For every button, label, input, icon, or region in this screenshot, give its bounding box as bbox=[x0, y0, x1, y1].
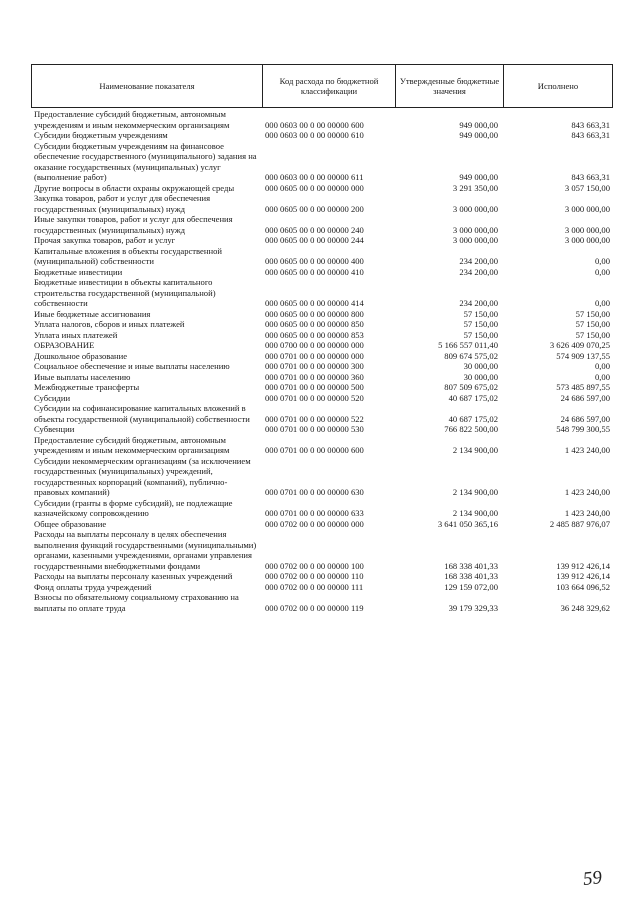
row-code-cell: 000 0701 00 0 00 00000 500 bbox=[265, 382, 364, 392]
row-executed-cell: 3 000 000,00 bbox=[564, 235, 610, 245]
row-code-cell: 000 0702 00 0 00 00000 000 bbox=[265, 518, 364, 529]
row-name-cell: Субсидии bbox=[34, 392, 71, 403]
row-executed-cell: 843 663,31 bbox=[571, 172, 610, 182]
row-approved-cell: 3 000 000,00 bbox=[452, 203, 498, 214]
row-name-cell: Уплата налогов, сборов и иных платежей bbox=[34, 319, 185, 329]
row-code-cell: 000 0603 00 0 00 00000 611 bbox=[265, 172, 364, 182]
table-row bbox=[31, 424, 612, 435]
row-name-cell: Другие вопросы в области охраны окружающей среды bbox=[34, 182, 235, 193]
row-executed-cell: 57 150,00 bbox=[575, 319, 610, 329]
row-code-cell: 000 0701 00 0 00 00000 000 bbox=[265, 350, 364, 361]
row-name-cell: Субсидии на софинансирование капитальных вложений в объекты государственной (муниципальной) собственности bbox=[34, 403, 250, 424]
row-approved-cell: 807 509 675,02 bbox=[444, 382, 498, 392]
row-name-cell: Предоставление субсидий бюджетным, автономным учреждениям и иным некоммерческим организациям bbox=[34, 109, 230, 130]
row-executed-cell: 24 686 597,00 bbox=[560, 392, 610, 403]
row-approved-cell: 3 000 000,00 bbox=[452, 224, 498, 235]
row-executed-cell: 0,00 bbox=[594, 266, 610, 277]
table-row bbox=[31, 592, 612, 613]
table-row bbox=[31, 330, 612, 341]
row-approved-cell: 766 822 500,00 bbox=[444, 424, 498, 434]
table-row bbox=[31, 498, 612, 519]
row-executed-cell: 139 912 426,14 bbox=[556, 571, 610, 581]
row-executed-cell: 1 423 240,00 bbox=[564, 508, 610, 518]
row-name-cell: Субсидии бюджетным учреждениям bbox=[34, 130, 168, 140]
table-header bbox=[31, 64, 613, 108]
row-code-cell: 000 0702 00 0 00 00000 119 bbox=[265, 602, 364, 613]
row-name-cell: Предоставление субсидий бюджетным, автономным учреждениям и иным некоммерческим организациям bbox=[34, 434, 230, 455]
row-approved-cell: 2 134 900,00 bbox=[452, 508, 498, 518]
row-name-cell: Уплата иных платежей bbox=[34, 329, 118, 340]
table-row bbox=[31, 277, 612, 309]
row-name-cell: Расходы на выплаты персоналу в целях обеспечения выполнения функций государственными (муниципальными) органами, казенными учреждениями, органами управления государственными внебюджетными фондами bbox=[34, 529, 257, 571]
row-executed-cell: 573 485 897,55 bbox=[556, 382, 610, 392]
row-executed-cell: 3 626 409 070,25 bbox=[549, 340, 610, 350]
row-code-cell: 000 0605 00 0 00 00000 414 bbox=[265, 298, 364, 308]
row-executed-cell: 1 423 240,00 bbox=[564, 445, 610, 455]
row-approved-cell: 234 200,00 bbox=[459, 266, 498, 277]
row-approved-cell: 949 000,00 bbox=[459, 119, 498, 130]
row-code-cell: 000 0605 00 0 00 00000 000 bbox=[265, 182, 364, 193]
row-code-cell: 000 0701 00 0 00 00000 300 bbox=[265, 361, 364, 371]
row-executed-cell: 57 150,00 bbox=[575, 329, 610, 340]
row-approved-cell: 168 338 401,33 bbox=[444, 560, 498, 571]
budget-table bbox=[31, 109, 612, 613]
row-code-cell: 000 0701 00 0 00 00000 600 bbox=[265, 445, 364, 455]
row-name-cell: Бюджетные инвестиции bbox=[34, 266, 123, 277]
row-executed-cell: 843 663,31 bbox=[571, 119, 610, 130]
row-code-cell: 000 0702 00 0 00 00000 111 bbox=[265, 581, 364, 592]
row-code-cell: 000 0605 00 0 00 00000 200 bbox=[265, 203, 364, 214]
row-executed-cell: 0,00 bbox=[594, 371, 610, 382]
row-code-cell: 000 0702 00 0 00 00000 100 bbox=[265, 560, 364, 571]
row-approved-cell: 234 200,00 bbox=[459, 298, 498, 308]
row-code-cell: 000 0605 00 0 00 00000 853 bbox=[265, 329, 364, 340]
page-number: 59 bbox=[581, 867, 603, 890]
row-approved-cell: 57 150,00 bbox=[463, 308, 498, 319]
row-name-cell: Дошкольное образование bbox=[34, 350, 128, 361]
row-name-cell: Субсидии некоммерческим организациям (за исключением государственных (муниципальных) учреждений, государственных корпораций (компаний), публично-правовых компаний) bbox=[34, 455, 251, 497]
row-code-cell: 000 0605 00 0 00 00000 400 bbox=[265, 256, 364, 266]
table-row bbox=[31, 193, 612, 214]
table-row bbox=[31, 382, 612, 393]
table-row bbox=[31, 435, 612, 456]
row-name-cell: Расходы на выплаты персоналу казенных учреждений bbox=[34, 571, 233, 581]
row-name-cell: Иные закупки товаров, работ и услуг для обеспечения государственных (муниципальных) нужд bbox=[34, 214, 233, 235]
row-code-cell: 000 0701 00 0 00 00000 633 bbox=[265, 508, 364, 518]
row-approved-cell: 57 150,00 bbox=[463, 329, 498, 340]
row-approved-cell: 40 687 175,02 bbox=[448, 392, 498, 403]
row-code-cell: 000 0605 00 0 00 00000 240 bbox=[265, 224, 364, 235]
table-row bbox=[31, 235, 612, 246]
row-name-cell: Капитальные вложения в объекты государственной (муниципальной) собственности bbox=[34, 245, 222, 266]
header-name-cell: Наименование показателя bbox=[32, 65, 263, 108]
row-executed-cell: 548 799 300,55 bbox=[556, 424, 610, 434]
table-row bbox=[31, 183, 612, 194]
row-executed-cell: 24 686 597,00 bbox=[560, 413, 610, 424]
row-executed-cell: 139 912 426,14 bbox=[556, 560, 610, 571]
row-executed-cell: 0,00 bbox=[594, 256, 610, 266]
row-code-cell: 000 0603 00 0 00 00000 600 bbox=[265, 119, 364, 130]
row-code-cell: 000 0605 00 0 00 00000 410 bbox=[265, 266, 364, 277]
row-approved-cell: 129 159 072,00 bbox=[444, 581, 498, 592]
row-code-cell: 000 0700 00 0 00 00000 000 bbox=[265, 340, 364, 350]
row-code-cell: 000 0605 00 0 00 00000 244 bbox=[265, 235, 364, 245]
table-row bbox=[31, 214, 612, 235]
row-executed-cell: 3 057 150,00 bbox=[564, 182, 610, 193]
row-executed-cell: 0,00 bbox=[594, 361, 610, 371]
row-code-cell: 000 0605 00 0 00 00000 800 bbox=[265, 308, 364, 319]
row-code-cell: 000 0605 00 0 00 00000 850 bbox=[265, 319, 364, 329]
row-approved-cell: 40 687 175,02 bbox=[448, 413, 498, 424]
row-name-cell: Социальное обеспечение и иные выплаты населению bbox=[34, 361, 230, 371]
row-approved-cell: 234 200,00 bbox=[459, 256, 498, 266]
row-name-cell: ОБРАЗОВАНИЕ bbox=[34, 340, 95, 350]
row-executed-cell: 0,00 bbox=[594, 298, 610, 308]
row-name-cell: Бюджетные инвестиции в объекты капитального строительства государственной (муниципальной) собственности bbox=[34, 277, 216, 308]
row-name-cell: Субсидии (гранты в форме субсидий), не подлежащие казначейскому сопровождению bbox=[34, 497, 233, 518]
table-row bbox=[31, 529, 612, 571]
row-approved-cell: 30 000,00 bbox=[463, 371, 498, 382]
table-row bbox=[31, 372, 612, 383]
table-row bbox=[31, 130, 612, 141]
row-executed-cell: 3 000 000,00 bbox=[564, 203, 610, 214]
row-name-cell: Субвенции bbox=[34, 424, 75, 434]
table-row bbox=[31, 141, 612, 183]
table-row bbox=[31, 571, 612, 582]
row-name-cell: Межбюджетные трансферты bbox=[34, 382, 140, 392]
row-approved-cell: 809 674 575,02 bbox=[444, 350, 498, 361]
row-approved-cell: 57 150,00 bbox=[463, 319, 498, 329]
row-name-cell: Общее образование bbox=[34, 518, 107, 529]
row-approved-cell: 949 000,00 bbox=[459, 172, 498, 182]
row-approved-cell: 39 179 329,33 bbox=[448, 602, 498, 613]
row-executed-cell: 57 150,00 bbox=[575, 308, 610, 319]
row-approved-cell: 3 000 000,00 bbox=[452, 235, 498, 245]
row-executed-cell: 103 664 096,52 bbox=[556, 581, 610, 592]
row-name-cell: Прочая закупка товаров, работ и услуг bbox=[34, 235, 176, 245]
table-row bbox=[31, 340, 612, 351]
row-name-cell: Иные бюджетные ассигнования bbox=[34, 308, 151, 319]
table-row bbox=[31, 246, 612, 267]
row-code-cell: 000 0701 00 0 00 00000 520 bbox=[265, 392, 364, 403]
row-code-cell: 000 0701 00 0 00 00000 630 bbox=[265, 487, 364, 497]
row-code-cell: 000 0701 00 0 00 00000 530 bbox=[265, 424, 364, 434]
row-executed-cell: 574 909 137,55 bbox=[556, 350, 610, 361]
row-executed-cell: 36 248 329,62 bbox=[560, 602, 610, 613]
table-row bbox=[31, 361, 612, 372]
row-approved-cell: 168 338 401,33 bbox=[444, 571, 498, 581]
table-row bbox=[31, 351, 612, 362]
row-approved-cell: 2 134 900,00 bbox=[452, 487, 498, 497]
table-row bbox=[31, 393, 612, 404]
row-code-cell: 000 0603 00 0 00 00000 610 bbox=[265, 130, 364, 140]
row-approved-cell: 949 000,00 bbox=[459, 130, 498, 140]
row-approved-cell: 2 134 900,00 bbox=[452, 445, 498, 455]
row-name-cell: Иные выплаты населению bbox=[34, 371, 131, 382]
header-executed-cell: Исполнено bbox=[504, 65, 613, 108]
row-approved-cell: 3 291 350,00 bbox=[452, 182, 498, 193]
table-row bbox=[31, 519, 612, 530]
table-row bbox=[31, 267, 612, 278]
row-code-cell: 000 0702 00 0 00 00000 110 bbox=[265, 571, 364, 581]
row-executed-cell: 3 000 000,00 bbox=[564, 224, 610, 235]
row-name-cell: Фонд оплаты труда учреждений bbox=[34, 581, 152, 592]
row-name-cell: Субсидии бюджетным учреждениям на финансовое обеспечение государственного (муниципального) задания на оказание государственных (муниципальных) услуг (выполнение работ) bbox=[34, 140, 257, 182]
table-row bbox=[31, 403, 612, 424]
row-executed-cell: 1 423 240,00 bbox=[564, 487, 610, 497]
row-approved-cell: 30 000,00 bbox=[463, 361, 498, 371]
header-code-cell: Код расхода по бюджетной классификации bbox=[263, 65, 396, 108]
row-approved-cell: 3 641 050 365,16 bbox=[437, 518, 498, 529]
table-row bbox=[31, 319, 612, 330]
row-name-cell: Взносы по обязательному социальному страхованию на выплаты по оплате труда bbox=[34, 592, 239, 613]
table-row bbox=[31, 456, 612, 498]
header-approved-cell: Утвержденные бюджетные значения bbox=[396, 65, 504, 108]
row-name-cell: Закупка товаров, работ и услуг для обеспечения государственных (муниципальных) нужд bbox=[34, 193, 211, 214]
table-row bbox=[31, 582, 612, 593]
table-row bbox=[31, 109, 612, 130]
row-code-cell: 000 0701 00 0 00 00000 522 bbox=[265, 413, 364, 424]
row-executed-cell: 843 663,31 bbox=[571, 130, 610, 140]
row-approved-cell: 5 166 557 011,40 bbox=[438, 340, 498, 350]
table-row bbox=[31, 309, 612, 320]
row-code-cell: 000 0701 00 0 00 00000 360 bbox=[265, 371, 364, 382]
row-executed-cell: 2 485 887 976,07 bbox=[549, 518, 610, 529]
